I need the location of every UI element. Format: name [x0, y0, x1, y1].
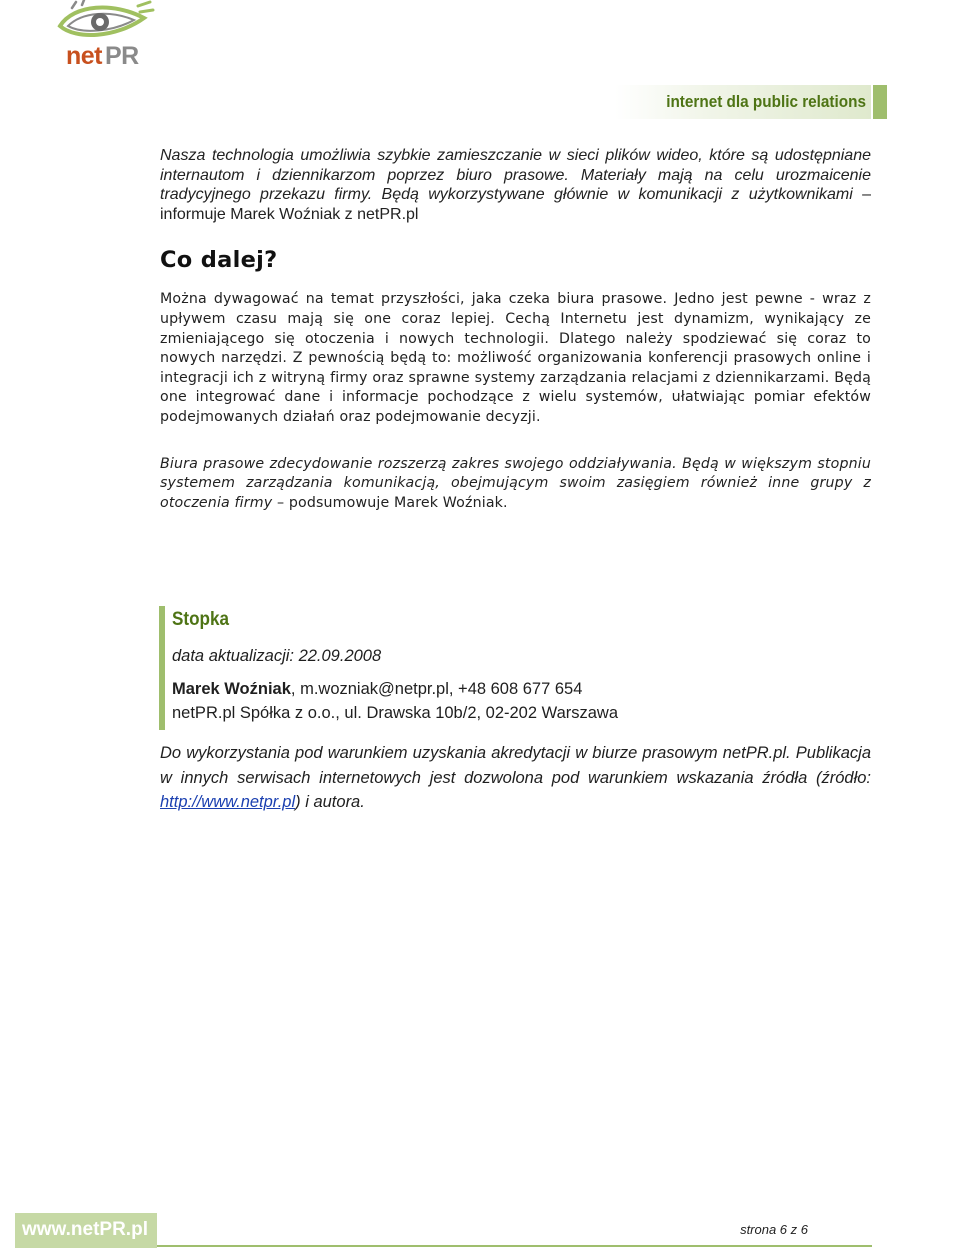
company-address: netPR.pl Spółka z o.o., ul. Drawska 10b/2, 02-202 Warszawa: [172, 704, 619, 722]
source-link[interactable]: http://www.netpr.pl: [160, 793, 296, 811]
main-content: [160, 146, 871, 513]
section-body: Można dywagować na temat przyszłości, jaka czeka biura prasowe. Jedno jest pewne - wraz z upływem czasu mają się one coraz lepiej. Cechą Internetu jest dynamizm, wynikający ze zmieniającego się otoczenia i nowych technologii. Dlatego należy spodziewać się coraz to nowych narzędzi. Z pewnością będą to: możliwość organizowania konferencji prasowych online i integracji ich z witryną firmy oraz sprawne systemy zarządzania relacjami z dziennikarzami. Będą one integrować dane i informacje pochodzące z wielu systemów, ułatwiając pomiar efektów podejmowanych działań oraz podejmowanie decyzji.: [160, 291, 871, 425]
logo-text-net: net: [66, 42, 102, 70]
page-number: strona 6 z 6: [740, 1222, 808, 1237]
update-date: data aktualizacji: 22.09.2008: [172, 647, 382, 665]
page-footer-line: [157, 1245, 872, 1247]
intro-paragraph: [160, 146, 871, 224]
contact-details: , m.wozniak@netpr.pl, +48 608 677 654: [290, 680, 583, 698]
logo-wordmark: [66, 42, 139, 71]
closing-quote: Biura prasowe zdecydowanie rozszerzą zakres swojego oddziaływania. Będą w większym stopniu systemem zarządzania komunikacją, obejmującym swoim zasięgiem również inne grupy z otoczenia firmy: [160, 455, 871, 511]
netpr-logo: [52, 0, 162, 80]
contact-name: Marek Woźniak: [172, 680, 291, 698]
footer-accent-bar: [159, 606, 165, 730]
contact-line: [172, 680, 582, 699]
header-accent-stripe: [873, 85, 887, 119]
notice-text: Do wykorzystania pod warunkiem uzyskania akredytacji w biurze prasowym netPR.pl. Publikacja w innych serwisach internetowych jest dozwolona pod warunkiem wskazania źródła (źródło:: [160, 744, 871, 787]
closing-attribution: – podsumowuje Marek Woźniak.: [272, 494, 508, 511]
logo-text-pr: PR: [105, 42, 139, 70]
notice-text-end: ) i autora.: [295, 793, 365, 811]
intro-quote: Nasza technologia umożliwia szybkie zamieszczanie w sieci plików wideo, które są udostępniane internautom i dziennikarzom poprzez biuro prasowe. Materiały mają na celu urozmaicenie tradycyjnego przekazu firmy. Będą wykorzystywane głównie w komunikacji z użytkownikami: [160, 147, 871, 204]
intro-attribution: – informuje Marek Woźniak z netPR.pl: [160, 186, 872, 223]
page-footer-url: www.netPR.pl: [22, 1219, 148, 1240]
section-heading: Co dalej?: [160, 247, 278, 274]
usage-notice: [160, 741, 871, 815]
header-tagline: internet dla public relations: [666, 92, 866, 111]
eye-logo-icon: [52, 0, 162, 48]
footer-title: Stopka: [172, 609, 230, 630]
closing-paragraph: [160, 455, 871, 514]
